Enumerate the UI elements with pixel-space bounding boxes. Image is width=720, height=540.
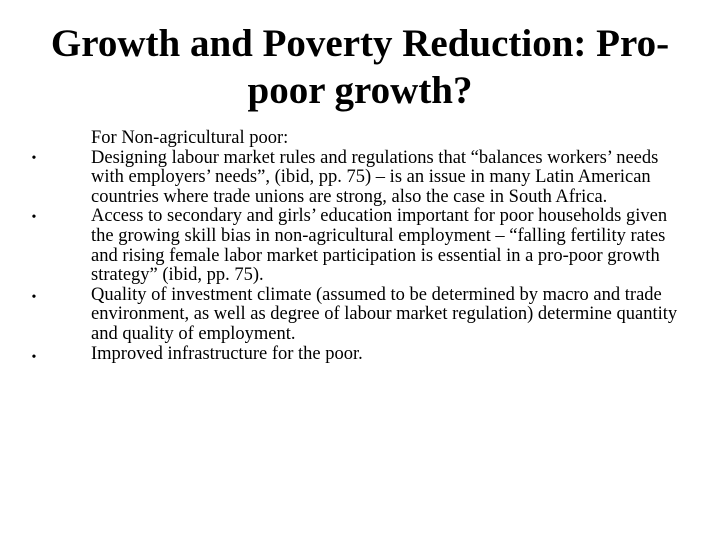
slide-body [28, 129, 688, 364]
slide-title: Growth and Poverty Reduction: Pro-poor growth? [50, 22, 670, 112]
bullet-icon: • [31, 349, 37, 365]
bullet-text: Designing labour market rules and regulations that “balances workers’ needs with employers’ needs”, (ibid, pp. 75) – is an issue in many Latin American countries where trade unions are strong, also the case in South Africa. [91, 147, 659, 207]
bullet-text: Improved infrastructure for the poor. [91, 343, 363, 364]
bullet-list [28, 149, 688, 365]
intro-text: For Non-agricultural poor: [91, 128, 289, 148]
bullet-item [28, 345, 688, 365]
bullet-icon: • [31, 150, 37, 166]
bullet-item [28, 207, 688, 285]
bullet-text: Quality of investment climate (assumed to be determined by macro and trade environment, as well as degree of labour market regulation) determine quantity and quality of employment. [91, 284, 678, 344]
bullet-text: Access to secondary and girls’ education important for poor households given the growing skill bias in non-agricultural employment – “falling fertility rates and rising female labor market participation is essential in a pro-poor growth strategy” (ibid, pp. 75). [91, 206, 668, 286]
bullet-icon: • [31, 210, 37, 226]
bullet-item [28, 149, 688, 208]
bullet-icon: • [31, 289, 37, 305]
bullet-item [28, 286, 688, 345]
